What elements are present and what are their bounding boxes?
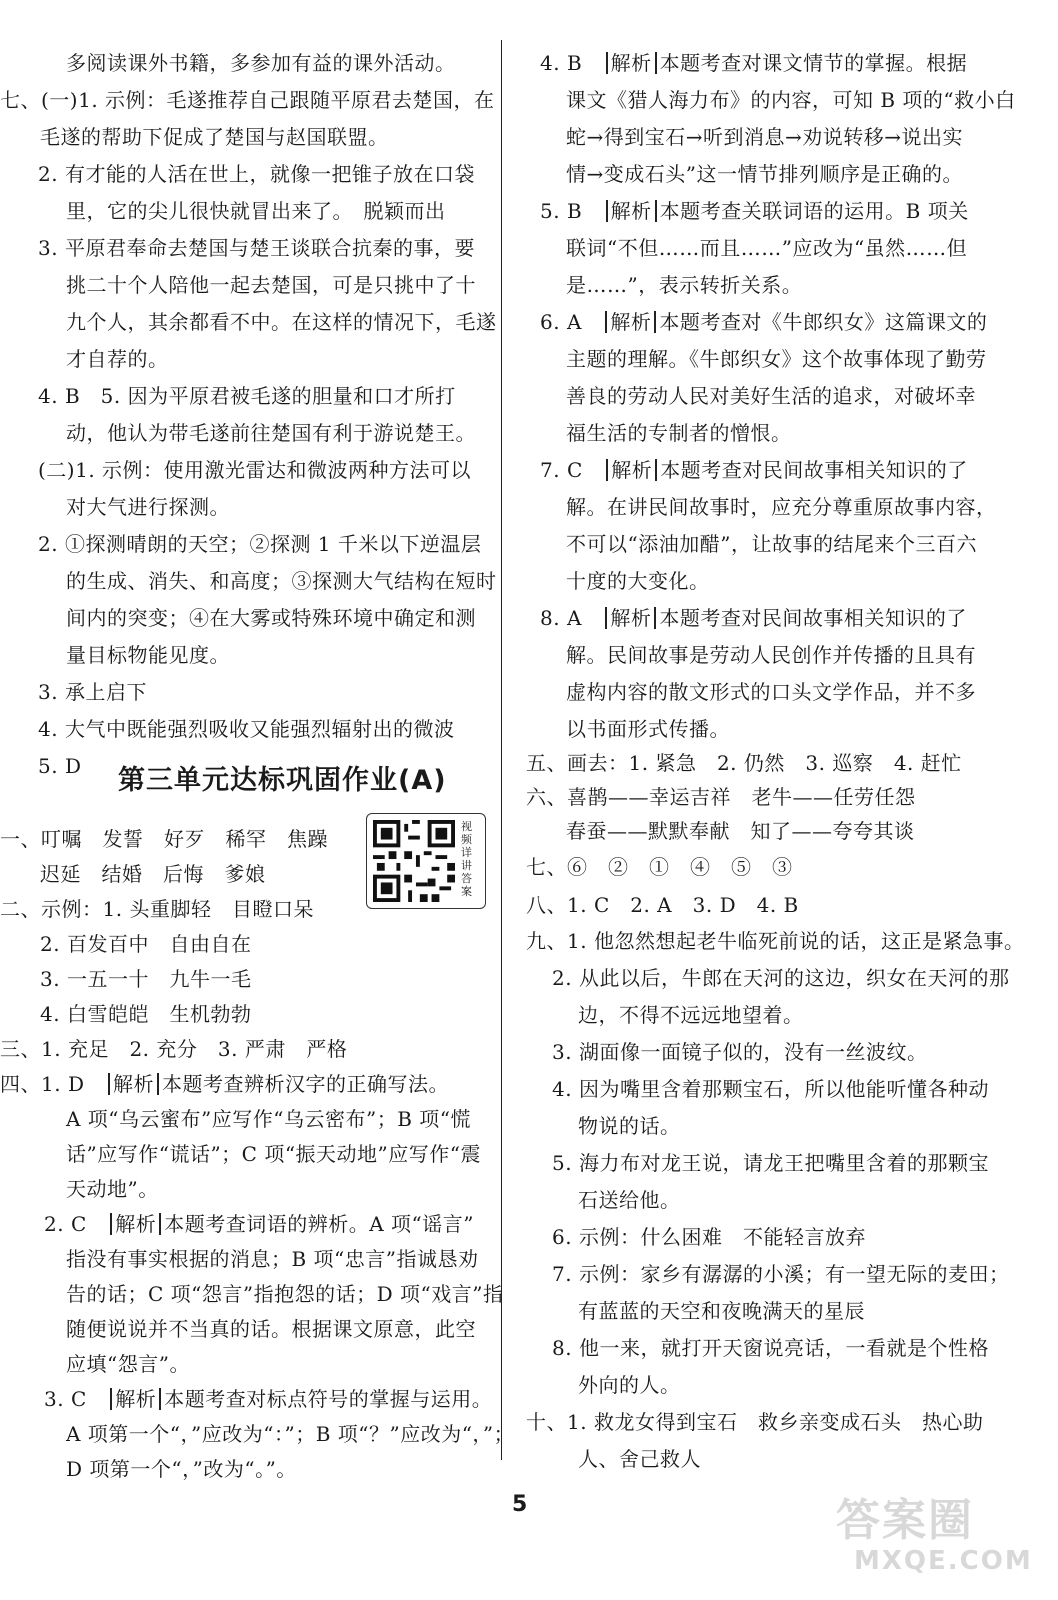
text-line: 主题的理解。《牛郎织女》这个故事体现了勤劳 <box>566 347 987 371</box>
text-line: 6. 示例：什么困难 不能轻言放弃 <box>552 1225 866 1249</box>
text-line: 4. 因为嘴里含着那颗宝石，所以他能听懂各种动 <box>552 1077 989 1101</box>
text-line: 3. 承上启下 <box>38 680 147 704</box>
text-line: 十度的大变化。 <box>566 569 710 593</box>
analysis-tag: 解析 <box>606 459 657 481</box>
qr-code-icon <box>373 820 455 902</box>
text-line: 4. B 5. 因为平原君被毛遂的胆量和口才所打 <box>38 384 456 408</box>
text-line: 7. 示例：家乡有潺潺的小溪；有一望无际的麦田； <box>552 1262 1010 1286</box>
text-line: 解。民间故事是劳动人民创作并传播的且具有 <box>566 643 976 667</box>
analysis-tag: 解析 <box>605 311 656 333</box>
text-line: 七、⑥ ② ① ④ ⑤ ③ <box>526 855 793 879</box>
text-line: 5. 海力布对龙王说，请龙王把嘴里含着的那颗宝 <box>552 1151 989 1175</box>
text-line: 8. 他一来，就打开天窗说亮话，一看就是个性格 <box>552 1336 989 1360</box>
text-line: A 项第一个“，”应改为“：”；B 项“？”应改为“，”； <box>66 1422 515 1446</box>
watermark-url: MXQE.COM <box>854 1546 1033 1576</box>
text-line: A 项“乌云蜜布”应写作“乌云密布”；B 项“慌 <box>66 1107 471 1131</box>
analysis-tag: 解析 <box>110 1213 161 1235</box>
text-line: 随便说说并不当真的话。根据课文原意，此空 <box>66 1317 476 1341</box>
text-line: 3. C 解析 本题考查对标点符号的掌握与运用。 <box>44 1387 493 1411</box>
text-line: 九个人，其余都看不中。在这样的情况下，毛遂 <box>66 310 497 334</box>
text-line: 物说的话。 <box>578 1114 681 1138</box>
watermark-text: 答案圈 <box>836 1495 974 1546</box>
text-line: 才自荐的。 <box>66 347 169 371</box>
text-line: 课文《猎人海力布》的内容，可知 B 项的“救小白 <box>566 88 1016 112</box>
text-line: 告的话；C 项“怨言”指抱怨的话；D 项“戏言”指 <box>66 1282 504 1306</box>
page-number: 5 <box>512 1492 528 1517</box>
text-line: 十、1. 救龙女得到宝石 救乡亲变成石头 热心助 <box>526 1410 984 1434</box>
analysis-tag: 解析 <box>606 52 657 74</box>
text-line: 七、(一)1. 示例：毛遂推荐自己跟随平原君去楚国，在 <box>0 88 495 112</box>
text-line: 2. ①探测晴朗的天空；②探测 1 千米以下逆温层 <box>38 532 482 556</box>
analysis-tag: 解析 <box>606 200 657 222</box>
text-line: 以书面形式传播。 <box>566 717 730 741</box>
text-line: 动，他认为带毛遂前往楚国有利于游说楚王。 <box>66 421 476 445</box>
text-line: 八、1. C 2. A 3. D 4. B <box>526 893 799 917</box>
text-line: 的生成、消失、和高度；③探测大气结构在短时 <box>66 569 497 593</box>
text-line: 间内的突变；④在大雾或特殊环境中确定和测 <box>66 606 476 630</box>
text-line: 4. 大气中既能强烈吸收又能强烈辐射出的微波 <box>38 717 455 741</box>
text-line: 善良的劳动人民对美好生活的追求，对破坏幸 <box>566 384 976 408</box>
text-line: 四、1. D 解析 本题考查辨析汉字的正确写法。 <box>0 1072 449 1096</box>
text-line: 联词“不但……而且……”应改为“虽然……但 <box>566 236 968 260</box>
text-line: 二、示例：1. 头重脚轻 目瞪口呆 <box>0 897 314 921</box>
text-line: 3. 湖面像一面镜子似的，没有一丝波纹。 <box>552 1040 928 1064</box>
text-line: 福生活的专制者的憎恨。 <box>566 421 792 445</box>
text-line: 外向的人。 <box>578 1373 681 1397</box>
text-line: 不可以“添油加醋”，让故事的结尾来个三百六 <box>566 532 977 556</box>
text-line: 量目标物能见度。 <box>66 643 230 667</box>
text-line: 迟延 结婚 后悔 爹娘 <box>40 862 266 886</box>
text-line: 3. 平原君奉命去楚国与楚王谈联合抗秦的事，要 <box>38 236 475 260</box>
text-line: 虚构内容的散文形式的口头文学作品，并不多 <box>566 680 976 704</box>
text-line: 天动地”。 <box>66 1177 159 1201</box>
text-line: 边，不得不远远地望着。 <box>578 1003 804 1027</box>
section-title: 第三单元达标巩固作业(A) <box>118 765 447 796</box>
text-line: D 项第一个“，”改为“。”。 <box>66 1457 297 1481</box>
analysis-tag: 解析 <box>110 1388 161 1410</box>
text-line: 2. 从此以后，牛郎在天河的这边，织女在天河的那 <box>552 966 1010 990</box>
text-line: 5. D <box>38 754 82 778</box>
text-line: 里，它的尖儿很快就冒出来了。 脱颖而出 <box>66 199 446 223</box>
text-line: 六、喜鹊——幸运吉祥 老牛——任劳任怨 <box>526 785 916 809</box>
text-line: 6. A 解析 本题考查对《牛郎织女》这篇课文的 <box>540 310 988 334</box>
text-line: 指没有事实根据的消息；B 项“忠言”指诚恳劝 <box>66 1247 479 1271</box>
text-line: 2. 有才能的人活在世上，就像一把锥子放在口袋 <box>38 162 475 186</box>
text-line: 7. C 解析 本题考查对民间故事相关知识的了 <box>540 458 968 482</box>
qr-caption: 视频详讲答案 <box>461 820 472 898</box>
watermark-logo <box>836 1484 1046 1594</box>
analysis-tag: 解析 <box>108 1073 159 1095</box>
text-line: 石送给他。 <box>578 1188 681 1212</box>
text-line: 多阅读课外书籍，多参加有益的课外活动。 <box>66 51 456 75</box>
text-line: 毛遂的帮助下促成了楚国与赵国联盟。 <box>40 125 389 149</box>
text-line: 是……”，表示转折关系。 <box>566 273 803 297</box>
text-line: 应填“怨言”。 <box>66 1352 190 1376</box>
text-line: 2. C 解析 本题考查词语的辨析。A 项“谣言” <box>44 1212 474 1236</box>
text-line: 有蓝蓝的天空和夜晚满天的星辰 <box>578 1299 865 1323</box>
text-line: 春蚕——默默奉献 知了——夸夸其谈 <box>566 819 915 843</box>
text-line: 情→变成石头”这一情节排列顺序是正确的。 <box>566 162 963 186</box>
column-divider <box>501 40 502 1460</box>
analysis-tag: 解析 <box>605 607 656 629</box>
text-line: 蛇→得到宝石→听到消息→劝说转移→说出实 <box>566 125 964 149</box>
text-line: 三、1. 充足 2. 充分 3. 严肃 严格 <box>0 1037 348 1061</box>
qr-code[interactable] <box>366 813 486 909</box>
text-line: 人、舍己救人 <box>578 1447 701 1471</box>
text-line: 对大气进行探测。 <box>66 495 230 519</box>
text-line: 五、画去：1. 紧急 2. 仍然 3. 巡察 4. 赶忙 <box>526 751 962 775</box>
text-line: 4. B 解析 本题考查对课文情节的掌握。根据 <box>540 51 968 75</box>
text-line: 解。在讲民间故事时，应充分尊重原故事内容， <box>566 495 997 519</box>
text-line: (二)1. 示例：使用激光雷达和微波两种方法可以 <box>38 458 472 482</box>
text-line: 2. 百发百中 自由自在 <box>40 932 252 956</box>
text-line: 九、1. 他忽然想起老牛临死前说的话，这正是紧急事。 <box>526 929 1025 953</box>
text-line: 5. B 解析 本题考查关联词语的运用。B 项关 <box>540 199 969 223</box>
text-line: 8. A 解析 本题考查对民间故事相关知识的了 <box>540 606 967 630</box>
text-line: 挑二十个人陪他一起去楚国，可是只挑中了十 <box>66 273 476 297</box>
text-line: 3. 一五一十 九牛一毛 <box>40 967 252 991</box>
text-line: 一、叮嘱 发誓 好歹 稀罕 焦躁 <box>0 827 328 851</box>
text-line: 话”应写作“谎话”；C 项“振天动地”应写作“震 <box>66 1142 482 1166</box>
text-line: 4. 白雪皑皑 生机勃勃 <box>40 1002 252 1026</box>
